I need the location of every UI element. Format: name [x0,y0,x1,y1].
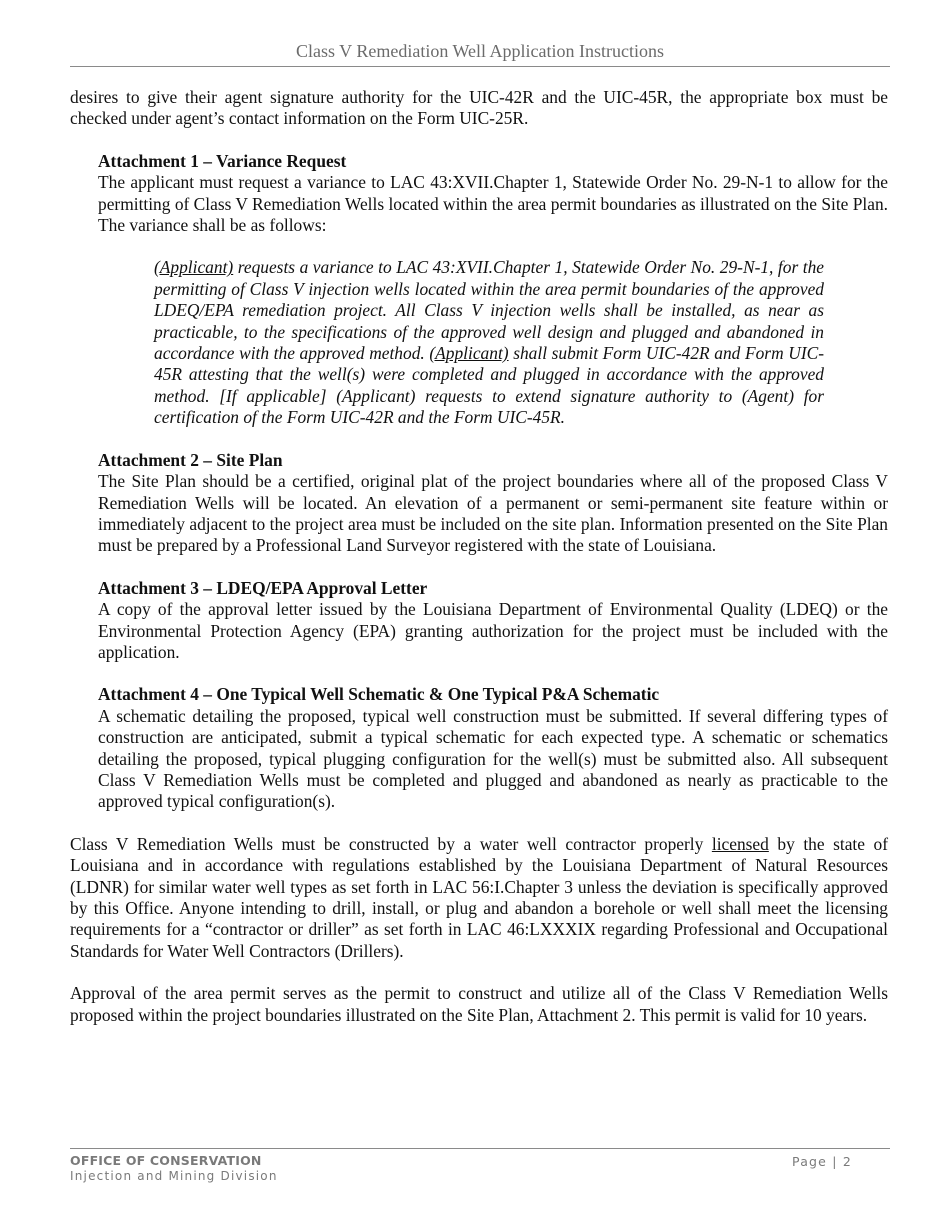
page-footer [70,1148,890,1189]
variance-quote [154,257,824,428]
contractor-text-1: Class V Remediation Wells must be constructed by a water well contractor properly [70,833,712,854]
applicant-placeholder: (Applicant) [154,257,234,278]
variance-quote-part-1: requests a variance to LAC 43:XVII.Chapter 1, Statewide Order No. 29-N-1, for the permitting of Class V injection wells located within the area permit boundaries of the approved LDEQ/EPA remediation project. All Class V injection wells shall be installed, as near as practicable, to the specifications of the approved well design and plugged and abandoned in accordance with the approved method. [154,257,824,364]
attachment-1-section [98,151,888,429]
applicant-placeholder: (Applicant) [429,343,509,364]
attachment-4-section [98,684,888,812]
contractor-paragraph [70,834,888,962]
licensed-link[interactable]: licensed [711,833,769,854]
attachment-3-body: A copy of the approval letter issued by the Louisiana Department of Environmental Quality (LDEQ) or the Environmental Protection Agency (EPA) granting authorization for the project must be included with the application. [98,599,888,662]
attachment-4-title: Attachment 4 – One Typical Well Schematic & One Typical P&A Schematic [98,684,660,705]
attachment-2-section [98,450,888,557]
attachment-2-title: Attachment 2 – Site Plan [98,449,283,470]
attachment-3-title: Attachment 3 – LDEQ/EPA Approval Letter [98,577,428,598]
attachment-3-section [98,578,888,664]
attachment-1-body: The applicant must request a variance to LAC 43:XVII.Chapter 1, Statewide Order No. 29-N-1 to allow for the permitting of Class V Remediation Wells located within the area permit boundaries as illustrated on the Site Plan. The variance shall be as follows: [98,172,888,236]
page-header [70,40,890,67]
attachment-4-body: A schematic detailing the proposed, typical well construction must be submitted. If several differing types of construction are anticipated, submit a typical schematic for each expected type. A schematic or schematics detailing the proposed, typical plugging configuration for the well(s) must be submitted also. All subsequent Class V Remediation Wells must be completed and plugged and abandoned as nearly as practicable to the approved typical configuration(s). [98,705,888,812]
page-number: Page | 2 [792,1154,852,1169]
footer-division: Injection and Mining Division [70,1169,278,1183]
variance-quote-part-2: shall submit Form UIC-42R and Form UIC-45R attesting that the well(s) were completed and plugged in accordance with the approved method. [If applicable] (Applicant) requests to extend signature authority to (Agent) for certification of the Form UIC-42R and the Form UIC-45R. [154,343,824,428]
document-body [70,87,888,1047]
header-title: Class V Remediation Well Application Instructions [295,41,665,61]
attachment-2-body: The Site Plan should be a certified, original plat of the project boundaries where all of the proposed Class V Remediation Wells will be located. An elevation of a permanent or semi-permanent site feature within or immediately adjacent to the project area must be included on the site plan. Information presented on the Site Plan must be prepared by a Professional Land Surveyor registered with the state of Louisiana. [98,471,888,556]
approval-paragraph: Approval of the area permit serves as the permit to construct and utilize all of the Class V Remediation Wells proposed within the project boundaries illustrated on the Site Plan, Attachment 2. This permit is valid for 10 years. [70,983,888,1025]
footer-org: OFFICE OF CONSERVATION [70,1153,262,1168]
intro-paragraph: desires to give their agent signature authority for the UIC-42R and the UIC-45R, the appropriate box must be checked under agent’s contact information on the Form UIC-25R. [70,87,888,129]
attachment-1-title: Attachment 1 – Variance Request [98,150,347,171]
contractor-text-2: by the state of Louisiana and in accordance with regulations established by the Louisiana Department of Natural Resources (LDNR) for similar water well types as set forth in LAC 56:I.Chapter 3 unless the deviation is specifically approved by this Office. Anyone intending to drill, install, or plug and abandon a borehole or well shall meet the licensing requirements for a “contractor or driller” as set forth in LAC 46:LXXXIX regarding Professional and Occupational Standards for Water Well Contractors (Drillers). [70,833,889,961]
